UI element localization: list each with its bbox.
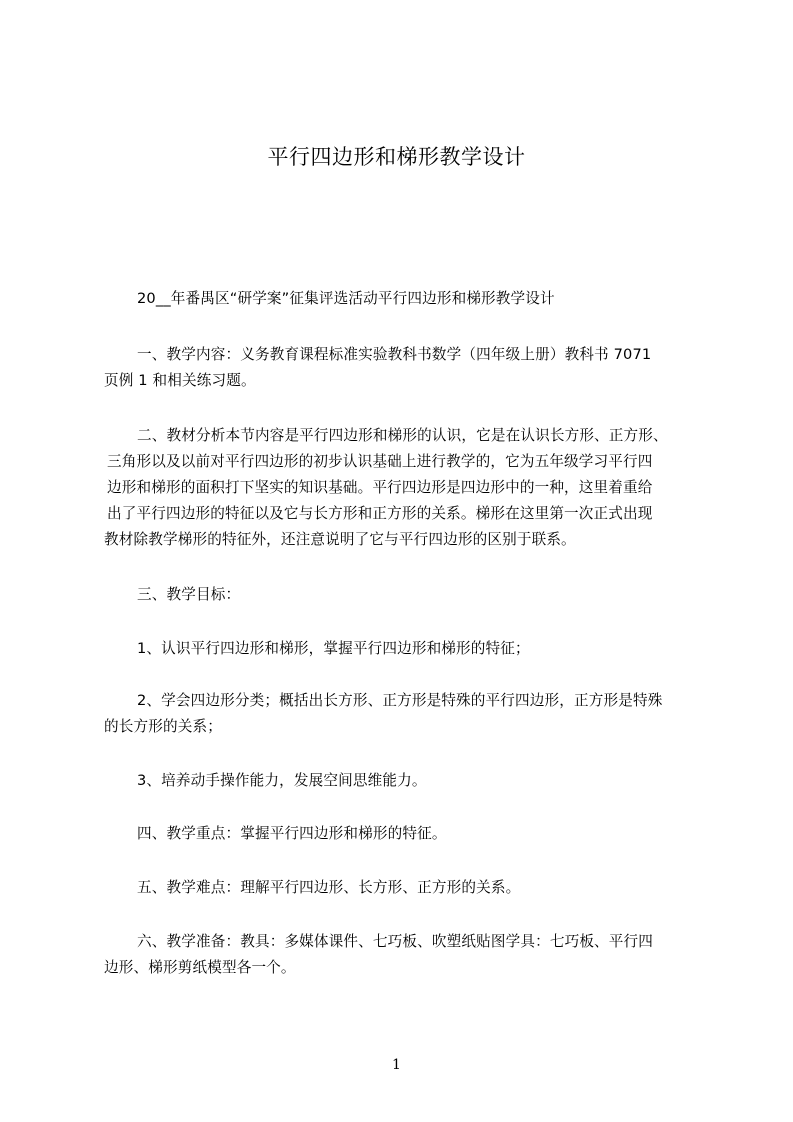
goal-2-line-1: 2、学会四边形分类；概括出长方形、正方形是特殊的平行四边形，正方形是特殊	[137, 692, 663, 709]
page-number: 1	[392, 1057, 401, 1073]
section2-line-2: 三角形以及以前对平行四边形的初步认识基础上进行教学的，它为五年级学习平行四	[107, 453, 653, 470]
section2-line-5: 教材除教学梯形的特征外，还注意说明了它与平行四边形的区别于联系。	[104, 531, 576, 548]
section3-heading: 三、教学目标：	[137, 586, 241, 603]
intro-line: 20__年番禺区“研学案”征集评选活动平行四边形和梯形教学设计	[137, 290, 555, 307]
section2-line-3: 边形和梯形的面积打下坚实的知识基础。平行四边形是四边形中的一种，这里着重给	[107, 479, 653, 496]
section6-line-2: 边形、梯形剪纸模型各一个。	[104, 959, 296, 976]
document-title: 平行四边形和梯形教学设计	[267, 145, 526, 169]
section2-line-4: 出了平行四边形的特征以及它与长方形和正方形的关系。梯形在这里第一次正式出现	[107, 505, 653, 522]
section2-line-1: 二、教材分析本节内容是平行四边形和梯形的认识，它是在认识长方形、正方形、	[137, 427, 668, 444]
section6-line-1: 六、教学准备：教具：多媒体课件、七巧板、吹塑纸贴图学具：七巧板、平行四	[137, 933, 654, 950]
goal-1: 1、认识平行四边形和梯形，掌握平行四边形和梯形的特征；	[137, 640, 530, 657]
section1-line-1: 一、教学内容：义务教育课程标准实验教科书数学（四年级上册）教科书 7071	[137, 346, 652, 363]
section5-line: 五、教学难点：理解平行四边形、长方形、正方形的关系。	[137, 879, 521, 896]
goal-2-line-2: 的长方形的关系；	[104, 718, 222, 735]
goal-3: 3、培养动手操作能力，发展空间思维能力。	[137, 772, 427, 789]
section4-line: 四、教学重点：掌握平行四边形和梯形的特征。	[137, 825, 447, 842]
section1-line-2: 页例 1 和相关练习题。	[104, 372, 256, 389]
